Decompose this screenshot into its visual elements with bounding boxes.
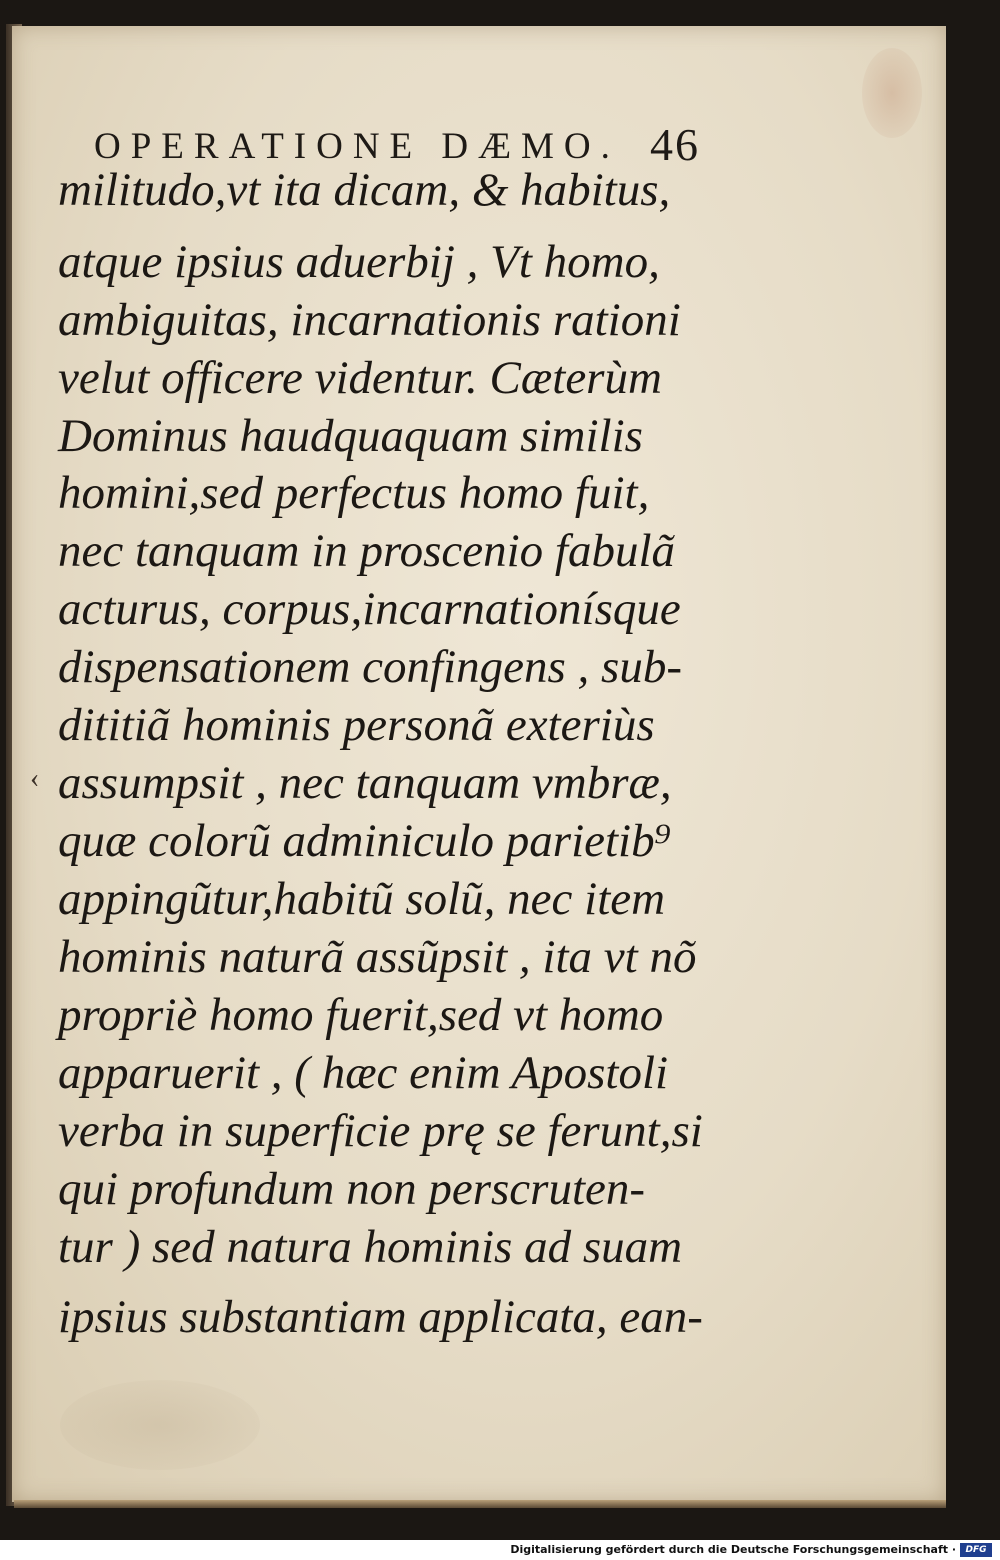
- running-head: OPERATIONE DÆMO.: [94, 126, 620, 167]
- body-line: nec tanquam in proscenio fabulã: [58, 525, 676, 577]
- dfg-logo: DFG: [960, 1543, 992, 1557]
- body-line: propriè homo fuerit,sed vt homo: [58, 989, 664, 1041]
- body-line: assumpsit , nec tanquam vmbræ,: [58, 757, 672, 809]
- body-line: acturus, corpus,incarnationísque: [58, 583, 681, 635]
- body-line: Dominus haudquaquam similis: [58, 410, 643, 462]
- body-line: militudo,vt ita dicam, & habitus,: [58, 164, 671, 216]
- page-number: 46: [650, 119, 700, 170]
- body-line: hominis naturã assũpsit , ita vt nõ: [58, 931, 697, 983]
- page-bottom-edge: [14, 1500, 946, 1508]
- body-line: dispensationem confingens , sub-: [58, 641, 682, 693]
- body-line: verba in superficie prę se ferunt,si: [58, 1105, 703, 1157]
- margin-mark: ‹: [30, 763, 40, 794]
- paper-stain: [60, 1380, 260, 1470]
- paper-stain: [862, 48, 922, 138]
- body-line: apparuerit , ( hæc enim Apostoli: [58, 1047, 669, 1099]
- body-line: quæ colorũ adminiculo parietib⁹: [58, 815, 671, 867]
- body-line: tur ) sed natura hominis ad suam: [58, 1221, 683, 1273]
- body-line: ambiguitas, incarnationis rationi: [58, 294, 681, 346]
- funding-credit: Digitalisierung gefördert durch die Deutsche Forschungsgemeinschaft ·: [510, 1543, 956, 1556]
- body-line: atque ipsius aduerbij , Vt homo,: [58, 236, 660, 288]
- body-line: dititiã hominis personã exteriùs: [58, 699, 655, 751]
- body-line: homini,sed perfectus homo fuit,: [58, 467, 650, 519]
- body-line: appingũtur,habitũ solũ, nec item: [58, 873, 666, 925]
- body-line: velut officere videntur. Cæterùm: [58, 352, 662, 404]
- body-line: ipsius substantiam applicata, ean-: [58, 1291, 703, 1343]
- body-line: qui profundum non perscruten-: [58, 1163, 646, 1215]
